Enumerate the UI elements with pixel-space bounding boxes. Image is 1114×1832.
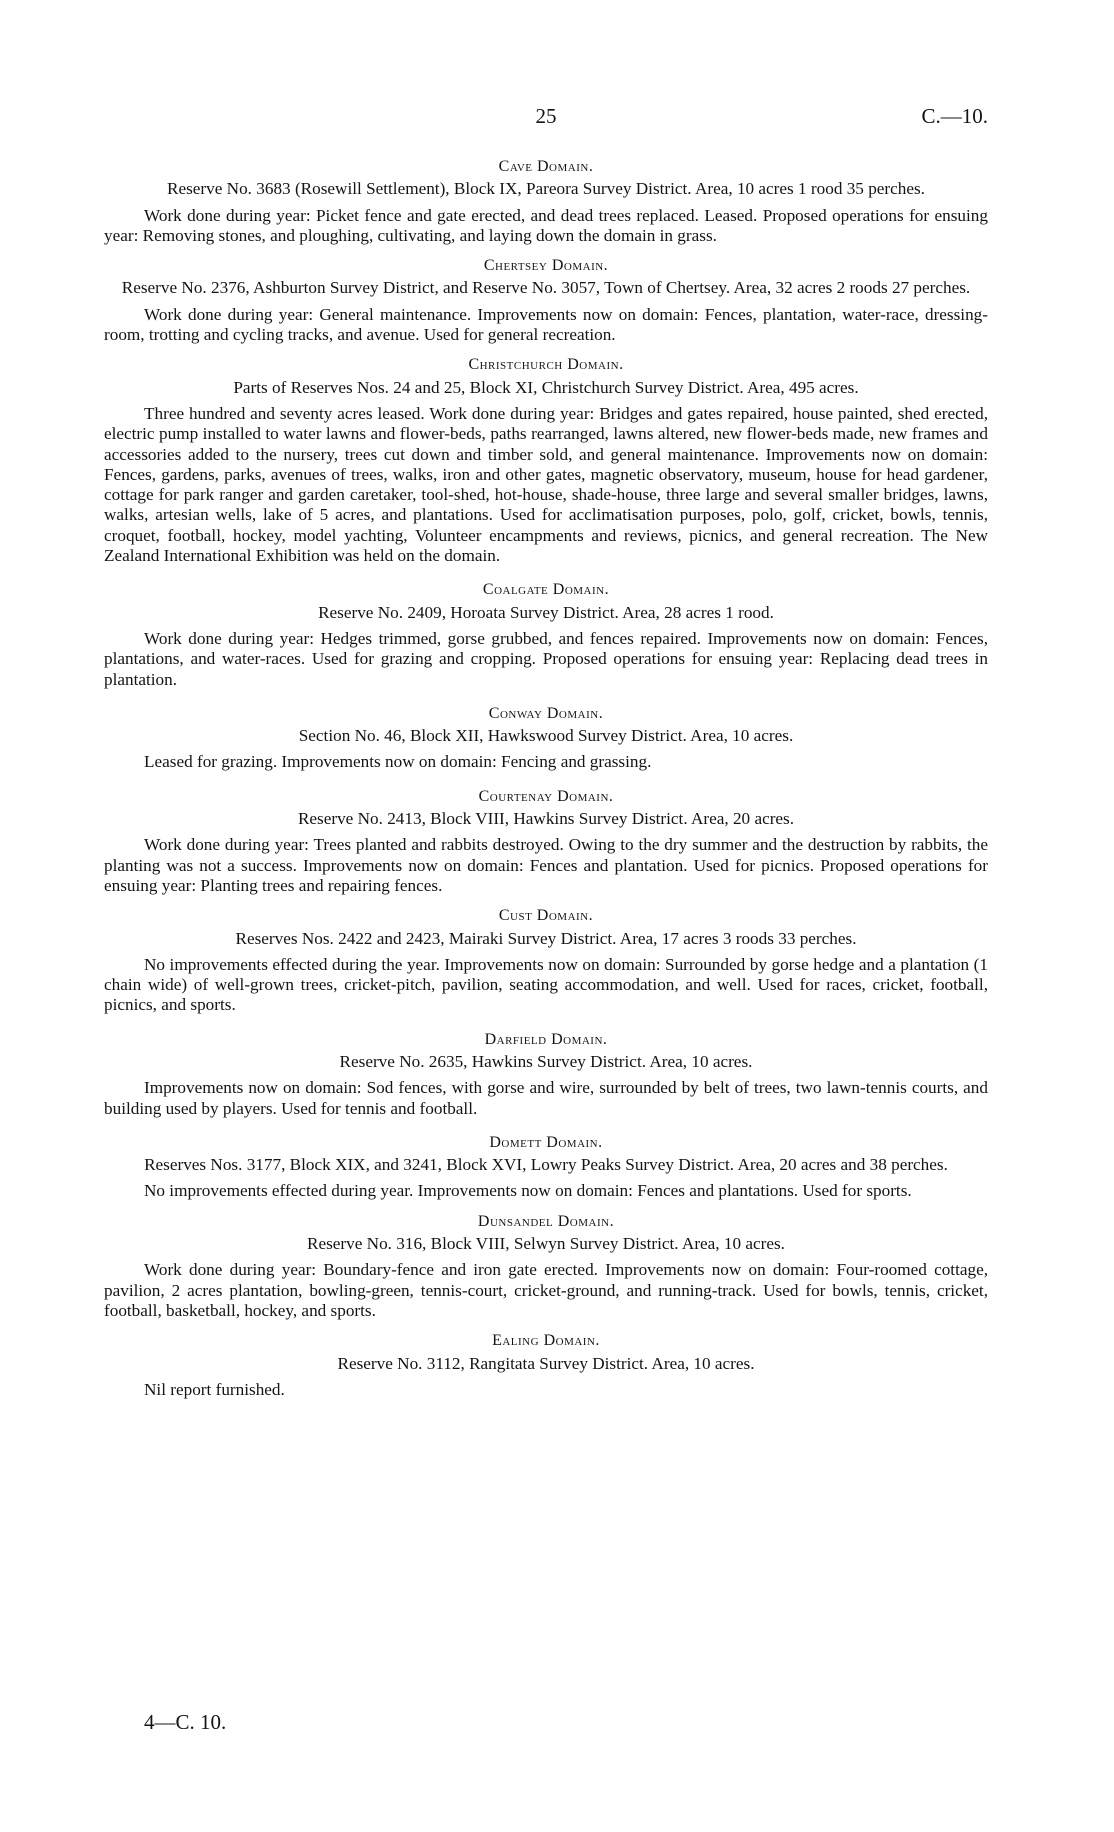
- section-coalgate-domain: [104, 580, 988, 689]
- report-body: [104, 157, 988, 1400]
- section-paragraph: Leased for grazing. Improvements now on domain: Fencing and grassing.: [144, 752, 652, 772]
- reserve-line: Reserve No. 3683 (Rosewill Settlement), Block IX, Pareora Survey District. Area, 10 acres 1 rood 35 perches.: [167, 179, 925, 199]
- section-cust-domain: [104, 906, 988, 1015]
- section-title: Chertsey Domain.: [483, 257, 609, 275]
- section-paragraph: Improvements now on domain: Sod fences, with gorse and wire, surrounded by belt of trees, two lawn-tennis courts, and building used by players. Used for tennis and football.: [104, 1078, 988, 1118]
- signature-mark: 4—C. 10.: [144, 1710, 227, 1734]
- section-title: Conway Domain.: [488, 704, 604, 722]
- section-dunsandel-domain: [104, 1212, 988, 1321]
- section-title: Cust Domain.: [498, 907, 594, 925]
- reserve-line: Reserve No. 2409, Horoata Survey District. Area, 28 acres 1 rood.: [318, 602, 774, 622]
- reserve-line: Reserve No. 3112, Rangitata Survey District. Area, 10 acres.: [337, 1353, 755, 1373]
- page-number: 25: [535, 104, 557, 128]
- section-paragraph: Work done during year: Hedges trimmed, gorse grubbed, and fences repaired. Improvements now on domain: Fences, plantations, and water-races. Used for grazing and cropping. Proposed operations for ensuing year: Replacing dead trees in plantation.: [104, 628, 988, 689]
- section-darfield-domain: [104, 1030, 988, 1119]
- section-ealing-domain: [104, 1331, 988, 1400]
- section-paragraph: Work done during year: General maintenance. Improvements now on domain: Fences, plantation, water-race, dressing-room, trotting and cycling tracks, and avenue. Used for general recreation.: [104, 304, 988, 345]
- reserve-line: Reserve No. 2376, Ashburton Survey District, and Reserve No. 3057, Town of Chertsey. Area, 32 acres 2 roods 27 perches.: [121, 278, 971, 298]
- reserve-line: Section No. 46, Block XII, Hawkswood Survey District. Area, 10 acres.: [298, 726, 794, 746]
- section-paragraph: Three hundred and seventy acres leased. Work done during year: Bridges and gates repaired, house painted, shed erected, electric pump installed to water lawns and flower-beds, paths rearranged, lawns altered, new flower-beds made, new frames and accessories added to the nursery, trees cut down and timber sold, and general maintenance. Improvements now on domain: Fences, gardens, parks, avenues of trees, walks, iron and other gates, magnetic observatory, museum, house for head gardener, cottage for park ranger and garden caretaker, tool-shed, hot-house, shade-house, three large and several smaller bridges, lawns, walks, artesian wells, lake of 5 acres, and plantations. Used for acclimatisation purposes, polo, golf, cricket, bowls, tennis, croquet, football, hockey, model yachting, Volunteer encampments and reviews, picnics, and general recreation. The New Zealand International Exhibition was held on the domain.: [104, 403, 988, 566]
- section-title: Courtenay Domain.: [478, 787, 614, 805]
- reserve-line: Reserves Nos. 3177, Block XIX, and 3241, Block XVI, Lowry Peaks Survey District. Area, 20 acres and 38 perches.: [144, 1155, 948, 1175]
- reserve-line: Parts of Reserves Nos. 24 and 25, Block XI, Christchurch Survey District. Area, 495 acres.: [233, 377, 859, 397]
- section-christchurch-domain: [104, 355, 988, 566]
- page-header: [104, 104, 988, 134]
- section-paragraph: No improvements effected during the year. Improvements now on domain: Surrounded by gorse hedge and a plantation (1 chain wide) of well-grown trees, cricket-pitch, pavilion, seating accommodation, and well. Used for races, cricket, football, picnics, and sports.: [104, 954, 988, 1015]
- reserve-line: Reserve No. 316, Block VIII, Selwyn Survey District. Area, 10 acres.: [307, 1234, 785, 1254]
- section-paragraph: Work done during year: Boundary-fence and iron gate erected. Improvements now on domain: Four-roomed cottage, pavilion, 2 acres plantation, bowling-green, tennis-court, cricket-ground, and running-track. Used for bowls, tennis, cricket, football, basketball, hockey, and sports.: [104, 1260, 988, 1320]
- section-title: Christchurch Domain.: [468, 356, 624, 374]
- reserve-line: Reserve No. 2413, Block VIII, Hawkins Survey District. Area, 20 acres.: [297, 809, 795, 829]
- reserve-line: Reserves Nos. 2422 and 2423, Mairaki Survey District. Area, 17 acres 3 roods 33 perches.: [235, 928, 857, 948]
- section-title: Darfield Domain.: [484, 1030, 608, 1048]
- paper-reference: C.—10.: [921, 104, 988, 128]
- section-title: Cave Domain.: [498, 158, 594, 175]
- section-domett-domain: [104, 1133, 988, 1202]
- section-title: Dunsandel Domain.: [477, 1212, 615, 1230]
- section-paragraph: No improvements effected during year. Improvements now on domain: Fences and plantations. Used for sports.: [144, 1181, 912, 1201]
- section-cave-domain: [104, 157, 988, 246]
- reserve-line: Reserve No. 2635, Hawkins Survey District. Area, 10 acres.: [339, 1051, 753, 1071]
- section-title: Domett Domain.: [489, 1133, 603, 1151]
- section-conway-domain: [104, 704, 988, 773]
- section-title: Ealing Domain.: [492, 1332, 600, 1350]
- section-paragraph: Work done during year: Trees planted and rabbits destroyed. Owing to the dry summer and the destruction by rabbits, the planting was not a success. Improvements now on domain: Fences and plantation. Used for picnics. Proposed operations for ensuing year: Planting trees and repairing fences.: [104, 835, 988, 895]
- section-title: Coalgate Domain.: [482, 581, 610, 599]
- section-paragraph: Nil report furnished.: [144, 1379, 285, 1399]
- section-courtenay-domain: [104, 787, 988, 896]
- section-chertsey-domain: [104, 256, 988, 345]
- section-paragraph: Work done during year: Picket fence and gate erected, and dead trees replaced. Leased. Proposed operations for ensuing year: Removing stones, and ploughing, cultivating, and laying down the domain in grass.: [104, 205, 988, 245]
